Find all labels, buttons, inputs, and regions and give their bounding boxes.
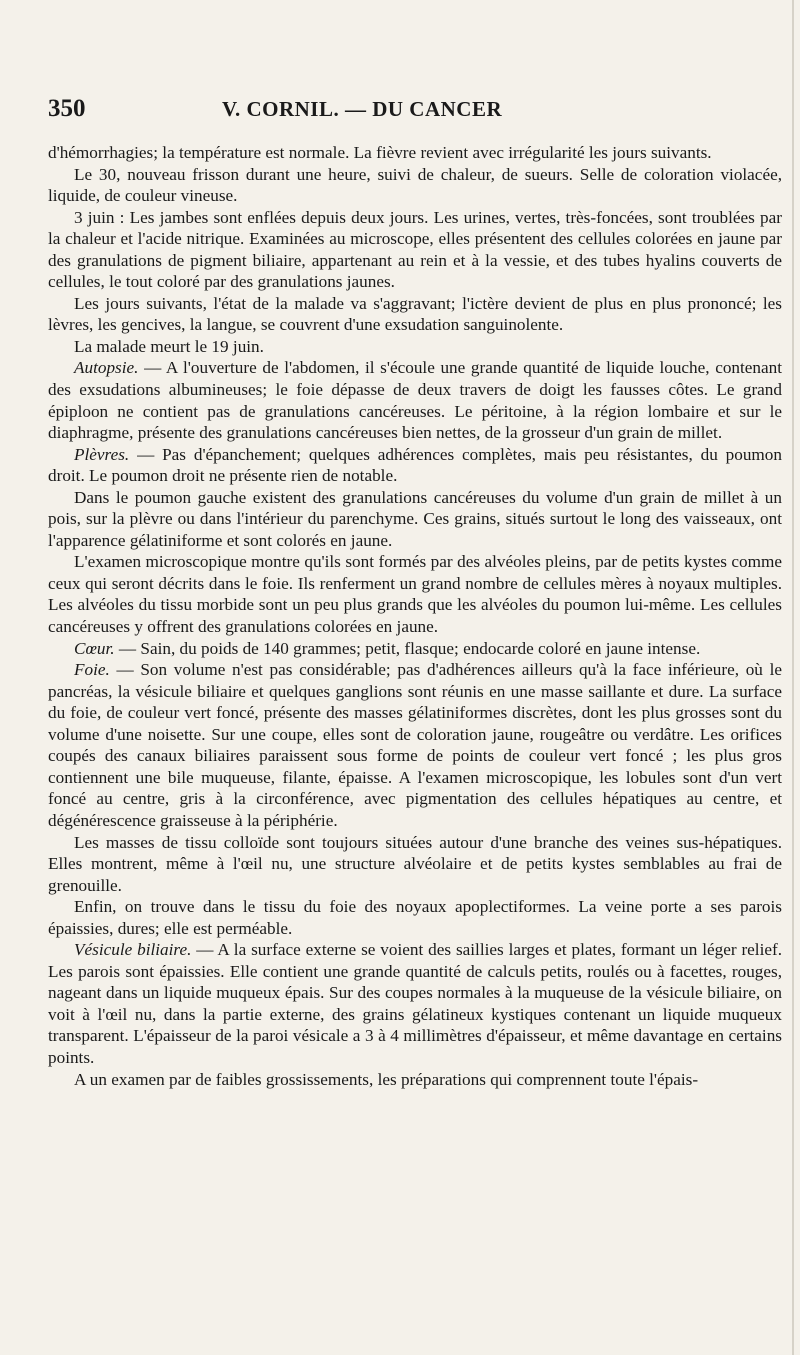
paragraph: La malade meurt le 19 juin. [74, 336, 264, 356]
page-edge-shadow [792, 0, 794, 1355]
paragraph-foie: Foie. — Son volume n'est pas considérable; pas d'adhérences ailleurs qu'à la face inférieure, où le pancréas, la vésicule biliaire et quelques ganglions sont réunis en une masse saillante et dure. La surface du foie, de couleur vert foncé, présente des masses gélatiniformes discrètes, dont les plus grosses sont du volume d'une noisette. Sur une coupe, elles sont de coloration jaune, rougeâtre ou verdâtre. Les orifices coupés des canaux biliaires paraissent sous forme de points de couleur vert foncé ; les plus gros contiennent une bile muqueuse, filante, épaisse. A l'examen microscopique, les lobules sont d'un vert foncé au centre, gris à la circonférence, avec pigmentation des cellules hépatiques au centre, et dégénérescence graisseuse à la périphérie. [48, 660, 782, 830]
running-head: V. CORNIL. — DU CANCER [222, 96, 503, 121]
section-lead: Cœur. [74, 638, 115, 658]
section-lead: Autopsie. [74, 358, 139, 378]
body-text [48, 142, 782, 1090]
paragraph-autopsie: Autopsie. — A l'ouverture de l'abdomen, il s'écoule une grande quantité de liquide louche, contenant des exsudations albumineuses; le foie dépasse de deux travers de doigt les fausses côtes. Le grand épiploon ne contient pas de granulations cancéreuses. Le péritoine, à la région lombaire et sur le diaphragme, présente des granulations cancéreuses bien nettes, de la grosseur d'un grain de millet. [48, 358, 782, 443]
paragraph: Les jours suivants, l'état de la malade va s'aggravant; l'ictère devient de plus en plus prononcé; les lèvres, les gencives, la langue, se couvrent d'une exsudation sanguinolente. [48, 293, 782, 335]
paragraph-vesicule: Vésicule biliaire. — A la surface externe se voient des saillies larges et plates, formant un léger relief. Les parois sont épaissies. Elle contient une grande quantité de calculs petits, roulés ou à facettes, rouges, nageant dans un liquide muqueux épais. Sur des coupes normales à la muqueuse de la vésicule biliaire, on voit à l'œil nu, dans la partie externe, des grains gélatineux kystiques contenant un liquide muqueux transparent. L'épaisseur de la paroi vésicale a 3 à 4 millimètres d'épaisseur, et même davantage en certains points. [48, 940, 783, 1067]
paragraph-coeur: Cœur. — Sain, du poids de 140 grammes; petit, flasque; endocarde coloré en jaune intense. [74, 638, 701, 658]
paragraph: A un examen par de faibles grossissements, les préparations qui comprennent toute l'épais- [74, 1069, 699, 1089]
paragraph: Le 30, nouveau frisson durant une heure, suivi de chaleur, de sueurs. Selle de coloration violacée, liquide, de couleur vineuse. [48, 164, 782, 206]
paragraph: Enfin, on trouve dans le tissu du foie des noyaux apoplectiformes. La veine porte a ses parois épaissies, dures; elle est perméable. [48, 897, 782, 938]
section-lead: Vésicule biliaire. [74, 940, 192, 960]
section-lead: Plèvres. [74, 444, 130, 464]
page-header [48, 94, 770, 124]
section-lead: Foie. [74, 660, 110, 680]
page-number: 350 [48, 95, 86, 122]
paragraph: d'hémorrhagies; la température est normale. La fièvre revient avec irrégularité les jours suivants. [48, 143, 712, 162]
paragraph: Dans le poumon gauche existent des granulations cancéreuses du volume d'un grain de millet à un pois, sur la plèvre ou dans l'intérieur du parenchyme. Ces grains, situés surtout le long des vaisseaux, ont l'apparence gélatiniforme et sont colorés en jaune. [48, 487, 782, 550]
paragraph: L'examen microscopique montre qu'ils sont formés par des alvéoles pleins, par de petits kystes comme ceux qui seront décrits dans le foie. Ils renferment un grand nombre de cellules mères à noyaux multiples. Les alvéoles du tissu morbide sont un peu plus grands que les alvéoles du poumon lui-même. Les cellules cancéreuses y offrent des granulations colorées en jaune. [48, 552, 782, 637]
paragraph-plevres: Plèvres. — Pas d'épanchement; quelques adhérences complètes, mais peu résistantes, du poumon droit. Le poumon droit ne présente rien de notable. [48, 444, 782, 486]
paragraph: 3 juin : Les jambes sont enflées depuis deux jours. Les urines, vertes, très-foncées, sont troublées par la chaleur et l'acide nitrique. Examinées au microscope, elles présentent des cellules colorées en jaune par des granulations de pigment biliaire, appartenant au rein et à la vessie, et des tubes hyalins couverts de cellules, le tout coloré par des granulations jaunes. [48, 207, 782, 292]
paragraph: Les masses de tissu colloïde sont toujours situées autour d'une branche des veines sus-hépatiques. Elles montrent, même à l'œil nu, une structure alvéolaire et de petits kystes semblables au frai de grenouille. [48, 832, 782, 895]
